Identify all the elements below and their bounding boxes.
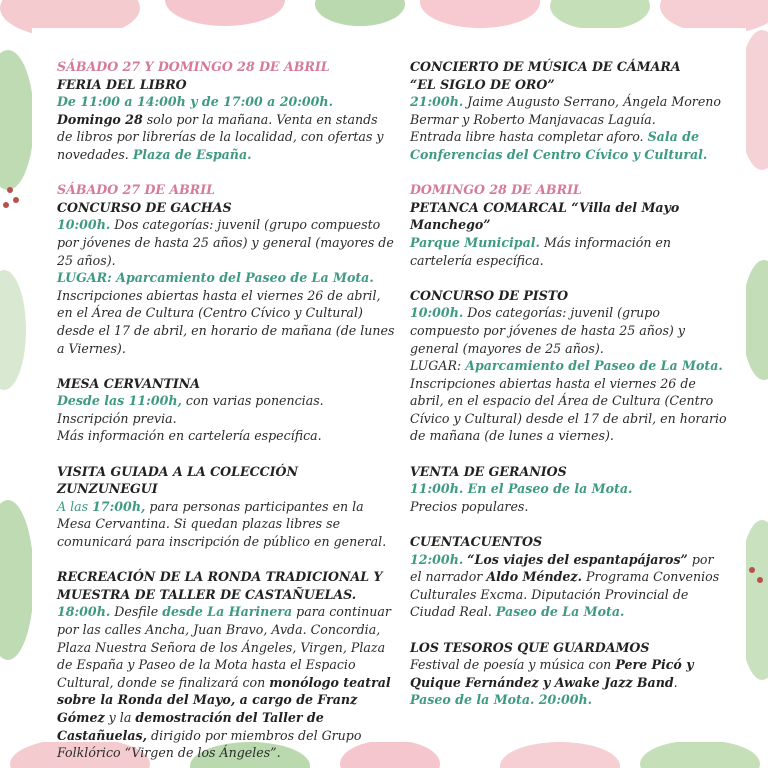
event-text: 21:00h. Jaime Augusto Serrano, Ángela Moreno Bermar y Roberto Manjavacas Laguía. <box>410 94 721 127</box>
event-title: CONCURSO DE PISTO <box>410 287 569 303</box>
event-text: Parque Municipal. Más información en cartelería específica. <box>410 234 672 268</box>
event-text: Desde las 11:00h, con varias ponencias. <box>57 393 324 409</box>
event-subtitle: “EL SIGLO DE ORO” <box>410 76 555 92</box>
event-text: Inscripciones abiertas hasta el viernes 26 de abril, en el espacio del Área de Cultura (Centro Cívico y Cultural) desde el 17 de abril, en horario de mañana (de lunes a viernes). <box>410 375 727 444</box>
event-time: 11:00h. En el Paseo de la Mota. <box>410 481 633 497</box>
event-title: VENTA DE GERANIOS <box>410 463 567 479</box>
event-text: Entrada libre hasta completar aforo. Sala de Conferencias del Centro Cívico y Cultural. <box>410 129 708 162</box>
event-date: DOMINGO 28 DE ABRIL <box>410 182 582 198</box>
event-title: CUENTACUENTOS <box>410 534 543 550</box>
event-text: Festival de poesía y música con Pere Picó y Quique Fernández y Awake Jazz Band. <box>410 657 694 690</box>
event-title: VISITA GUIADA A LA COLECCIÓN ZUNZUNEGUI <box>57 463 298 497</box>
event-title: MESA CERVANTINA <box>57 375 201 391</box>
event-text: Más información en cartelería específica. <box>57 428 322 444</box>
event-title: RECREACIÓN DE LA RONDA TRADICIONAL Y MUESTRA DE TALLER DE CASTAÑUELAS. <box>57 569 383 602</box>
event-title: CONCIERTO DE MÚSICA DE CÁMARA <box>410 59 681 74</box>
event-text: Inscripciones abiertas hasta el viernes 26 de abril, en el Área de Cultura (Centro Cívico y Cultural) desde el 17 de abril, en horario de mañana (de lunes a Viernes). <box>57 287 395 356</box>
event-date: SÁBADO 27 Y DOMINGO 28 DE ABRIL <box>57 59 330 74</box>
event-place: LUGAR: Aparcamiento del Paseo de La Mota. <box>410 358 723 374</box>
event-title: PETANCA COMARCAL “Villa del Mayo Manchego” <box>410 199 680 233</box>
event-text: A las 17:00h, para personas participantes en la Mesa Cervantina. Si quedan plazas libres se comunicará para inscripción de público en general. <box>57 498 387 550</box>
event-title: CONCURSO DE GACHAS <box>57 199 232 215</box>
event-title: LOS TESOROS QUE GUARDAMOS <box>410 639 650 655</box>
event-place: LUGAR: Aparcamiento del Paseo de La Mota. <box>57 270 374 286</box>
event-text: 12:00h. “Los viajes del espantapájaros” por el narrador Aldo Méndez. Programa Convenios Culturales Excma. Diputación Provincial de Ciudad Real. Paseo de La Mota. <box>410 551 720 620</box>
left-column <box>57 58 397 762</box>
right-column <box>410 58 728 709</box>
event-text: Inscripción previa. <box>57 410 177 426</box>
event-text: De 11:00 a 14:00h y de 17:00 a 20:00h. Domingo 28 solo por la mañana. Venta en stands de libros por librerías de la localidad, con ofertas y novedades. Plaza de España. <box>57 94 384 162</box>
event-place: Paseo de la Mota. 20:00h. <box>410 692 593 708</box>
event-text: 10:00h. Dos categorías: juvenil (grupo compuesto por jóvenes de hasta 25 años) y general (mayores de 25 años). <box>410 305 685 356</box>
event-title: FERIA DEL LIBRO <box>57 76 187 92</box>
event-text: 18:00h. Desfile desde La Harinera para continuar por las calles Ancha, Juan Bravo, Avda. Concordia, Plaza Nuestra Señora de los Ángeles, Virgen, Plaza de España y Paseo de la Mota hasta el Espacio Cultural, donde se finalizará con monólogo teatral sobre la Ronda del Mayo, a cargo de Franz Gómez y la demostración del Taller de Castañuelas, dirigido por miembros del Grupo Folklórico “Virgen de los Ángeles”. <box>57 604 391 761</box>
event-text: Precios populares. <box>410 498 529 514</box>
event-date: SÁBADO 27 DE ABRIL <box>57 182 215 198</box>
event-text: 10:00h. Dos categorías: juvenil (grupo compuesto por jóvenes de hasta 25 años) y general (mayores de 25 años). <box>57 217 394 268</box>
